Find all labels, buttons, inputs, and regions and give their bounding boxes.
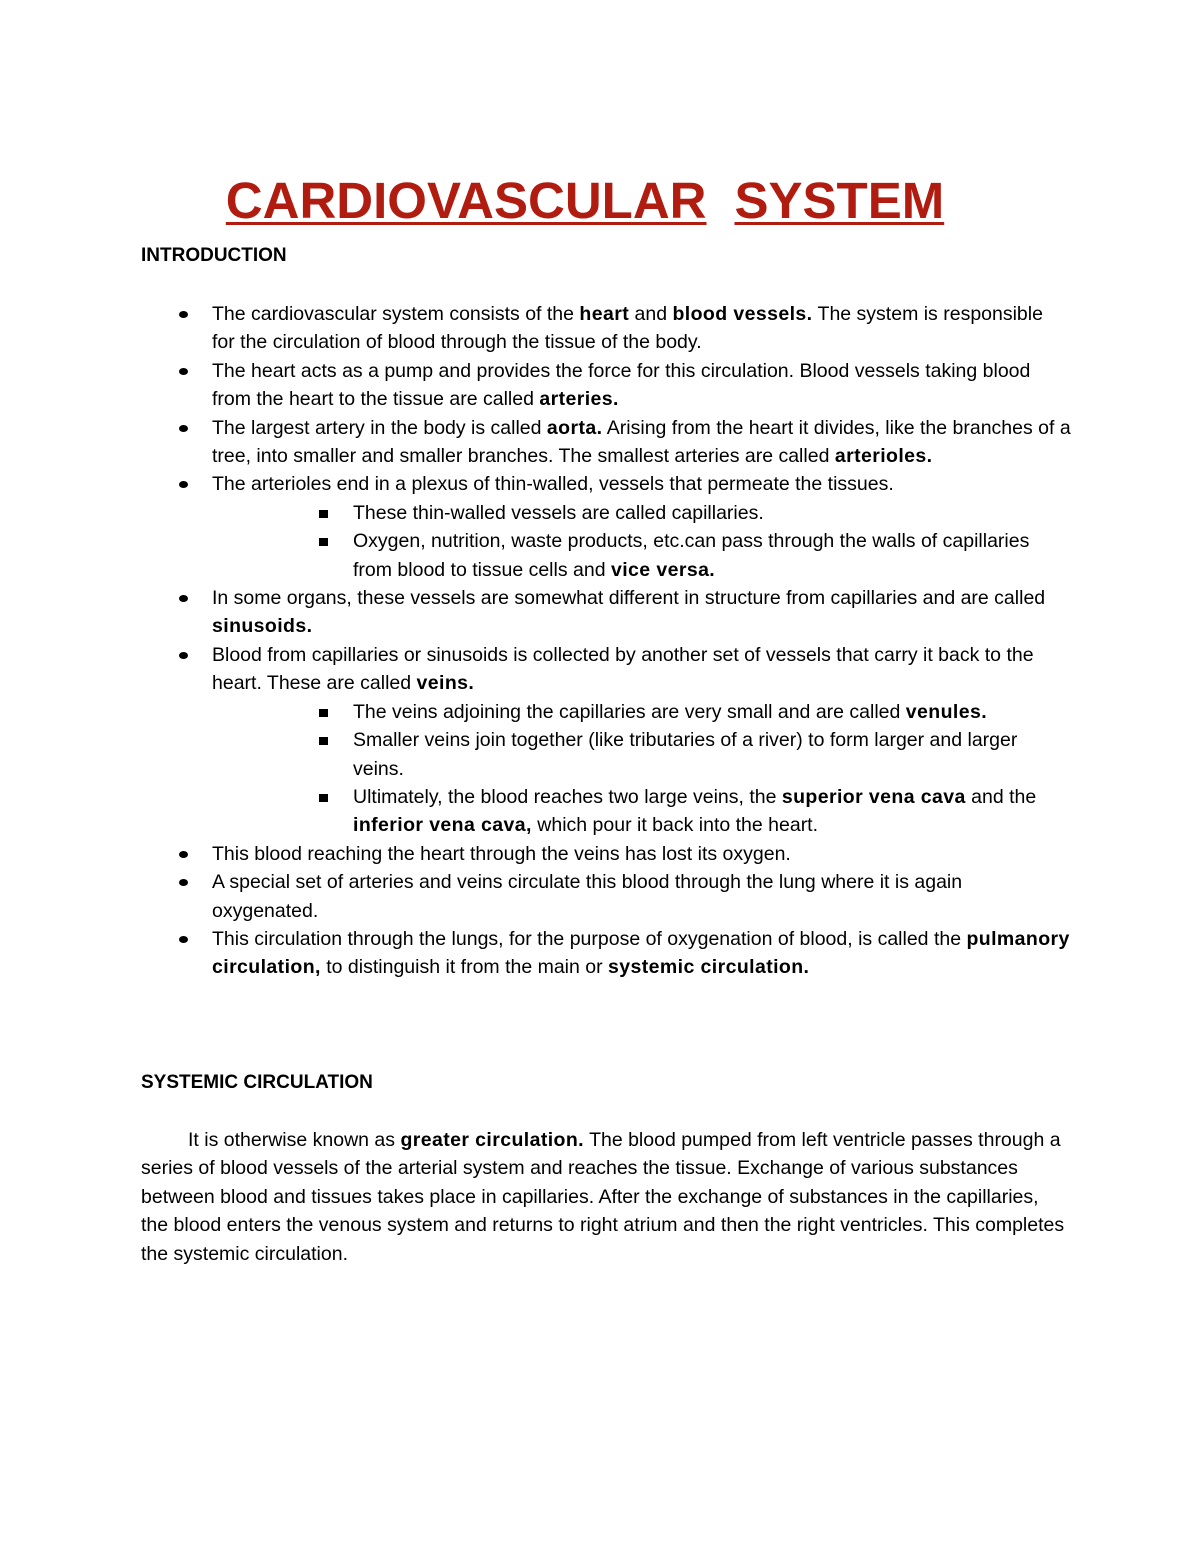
list-item xyxy=(141,300,1071,357)
text-run: Ultimately, the blood reaches two large veins, the xyxy=(353,785,782,808)
list-item xyxy=(141,868,1071,925)
text-run: This blood reaching the heart through the veins has lost its oxygen. xyxy=(212,842,791,865)
list-item xyxy=(141,470,1071,498)
sub-list-item xyxy=(141,527,1071,584)
text-run: Oxygen, nutrition, waste products, etc.can pass through the walls of capillaries from blood to tissue cells and xyxy=(353,530,1030,581)
text-run: The arterioles end in a plexus of thin-walled, vessels that permeate the tissues. xyxy=(212,473,894,496)
bold-term: greater circulation. xyxy=(400,1129,584,1151)
sub-list-item xyxy=(141,726,1071,783)
text-run: The blood pumped from left ventricle passes through a series of blood vessels of the arterial system and reaches the tissue. Exchange of various substances between blood and tissues takes place in capillaries. After the exchange of substances in the capillaries, the blood enters the venous system and returns to right atrium and then the right ventricles. This completes the systemic circulation. xyxy=(141,1129,1065,1265)
round-bullet-icon xyxy=(179,936,188,943)
round-bullet-icon xyxy=(179,425,188,432)
round-bullet-icon xyxy=(179,481,188,488)
square-bullet-icon xyxy=(319,510,328,518)
list-item xyxy=(141,414,1071,471)
list-item xyxy=(141,641,1071,698)
text-run: A special set of arteries and veins circulate this blood through the lung where it is again oxygenated. xyxy=(212,871,963,922)
text-run: In some organs, these vessels are somewhat different in structure from capillaries and are called xyxy=(212,587,1046,610)
square-bullet-icon xyxy=(319,538,328,546)
bold-term: arteries. xyxy=(539,388,619,411)
square-bullet-icon xyxy=(319,737,328,745)
bold-term: blood vessels. xyxy=(672,303,813,325)
bold-term: aorta. xyxy=(546,416,603,439)
text-run: The heart acts as a pump and provides the force for this circulation. Blood vessels taking blood from the heart to the tissue are called xyxy=(212,359,1031,411)
section-heading-introduction: INTRODUCTION xyxy=(141,245,287,266)
bold-term: sinusoids. xyxy=(212,615,313,638)
bold-term: superior vena cava xyxy=(781,785,966,808)
text-run: The veins adjoining the capillaries are very small and are called xyxy=(353,700,906,723)
bold-term: veins. xyxy=(416,672,475,695)
page-title xyxy=(0,170,1170,232)
bold-term: pulmanory circulation, xyxy=(212,927,1070,979)
text-run: The largest artery in the body is called xyxy=(212,416,547,439)
text-run: The system is responsible for the circulation of blood through the tissue of the body. xyxy=(212,303,1043,354)
text-run: Arising from the heart it divides, like the branches of a tree, into smaller and smaller branches. The smallest arteries are called xyxy=(212,416,1071,468)
title-word-cardiovascular: CARDIOVASCULAR xyxy=(225,172,707,229)
sub-list-item xyxy=(141,698,1071,726)
bold-term: vice versa. xyxy=(610,558,716,581)
round-bullet-icon xyxy=(179,311,188,318)
sub-list-item xyxy=(141,499,1071,527)
bold-term: inferior vena cava, xyxy=(353,814,532,837)
round-bullet-icon xyxy=(179,652,188,659)
text-run: This circulation through the lungs, for the purpose of oxygenation of blood, is called the xyxy=(212,927,967,950)
square-bullet-icon xyxy=(319,794,328,802)
text-run: and the xyxy=(965,785,1037,808)
systemic-circulation-paragraph xyxy=(141,1126,1071,1268)
section-heading-systemic-circulation: SYSTEMIC CIRCULATION xyxy=(141,1072,373,1093)
list-item xyxy=(141,925,1071,982)
round-bullet-icon xyxy=(179,879,188,886)
list-item xyxy=(141,584,1071,641)
text-run: to distinguish it from the main or xyxy=(320,956,609,979)
bold-term: systemic circulation. xyxy=(608,956,810,979)
introduction-list xyxy=(141,300,1071,982)
text-run: Smaller veins join together (like tributaries of a river) to form larger and larger veins. xyxy=(353,729,1018,780)
text-run: Blood from capillaries or sinusoids is collected by another set of vessels that carry it back to the heart. These are called xyxy=(212,643,1034,695)
bold-term: venules. xyxy=(905,700,988,723)
round-bullet-icon xyxy=(179,368,188,375)
sub-list-item xyxy=(141,783,1071,840)
text-run: It is otherwise known as xyxy=(188,1129,401,1151)
text-run: These thin-walled vessels are called capillaries. xyxy=(353,501,764,524)
list-item xyxy=(141,357,1071,414)
title-word-system: SYSTEM xyxy=(734,172,945,229)
round-bullet-icon xyxy=(179,595,188,602)
list-item xyxy=(141,840,1071,868)
text-run: The cardiovascular system consists of the xyxy=(212,303,580,325)
bold-term: arterioles. xyxy=(834,445,933,468)
text-run: which pour it back into the heart. xyxy=(531,814,819,837)
text-run: and xyxy=(629,303,673,325)
round-bullet-icon xyxy=(179,851,188,858)
square-bullet-icon xyxy=(319,709,328,717)
bold-term: heart xyxy=(579,303,630,325)
